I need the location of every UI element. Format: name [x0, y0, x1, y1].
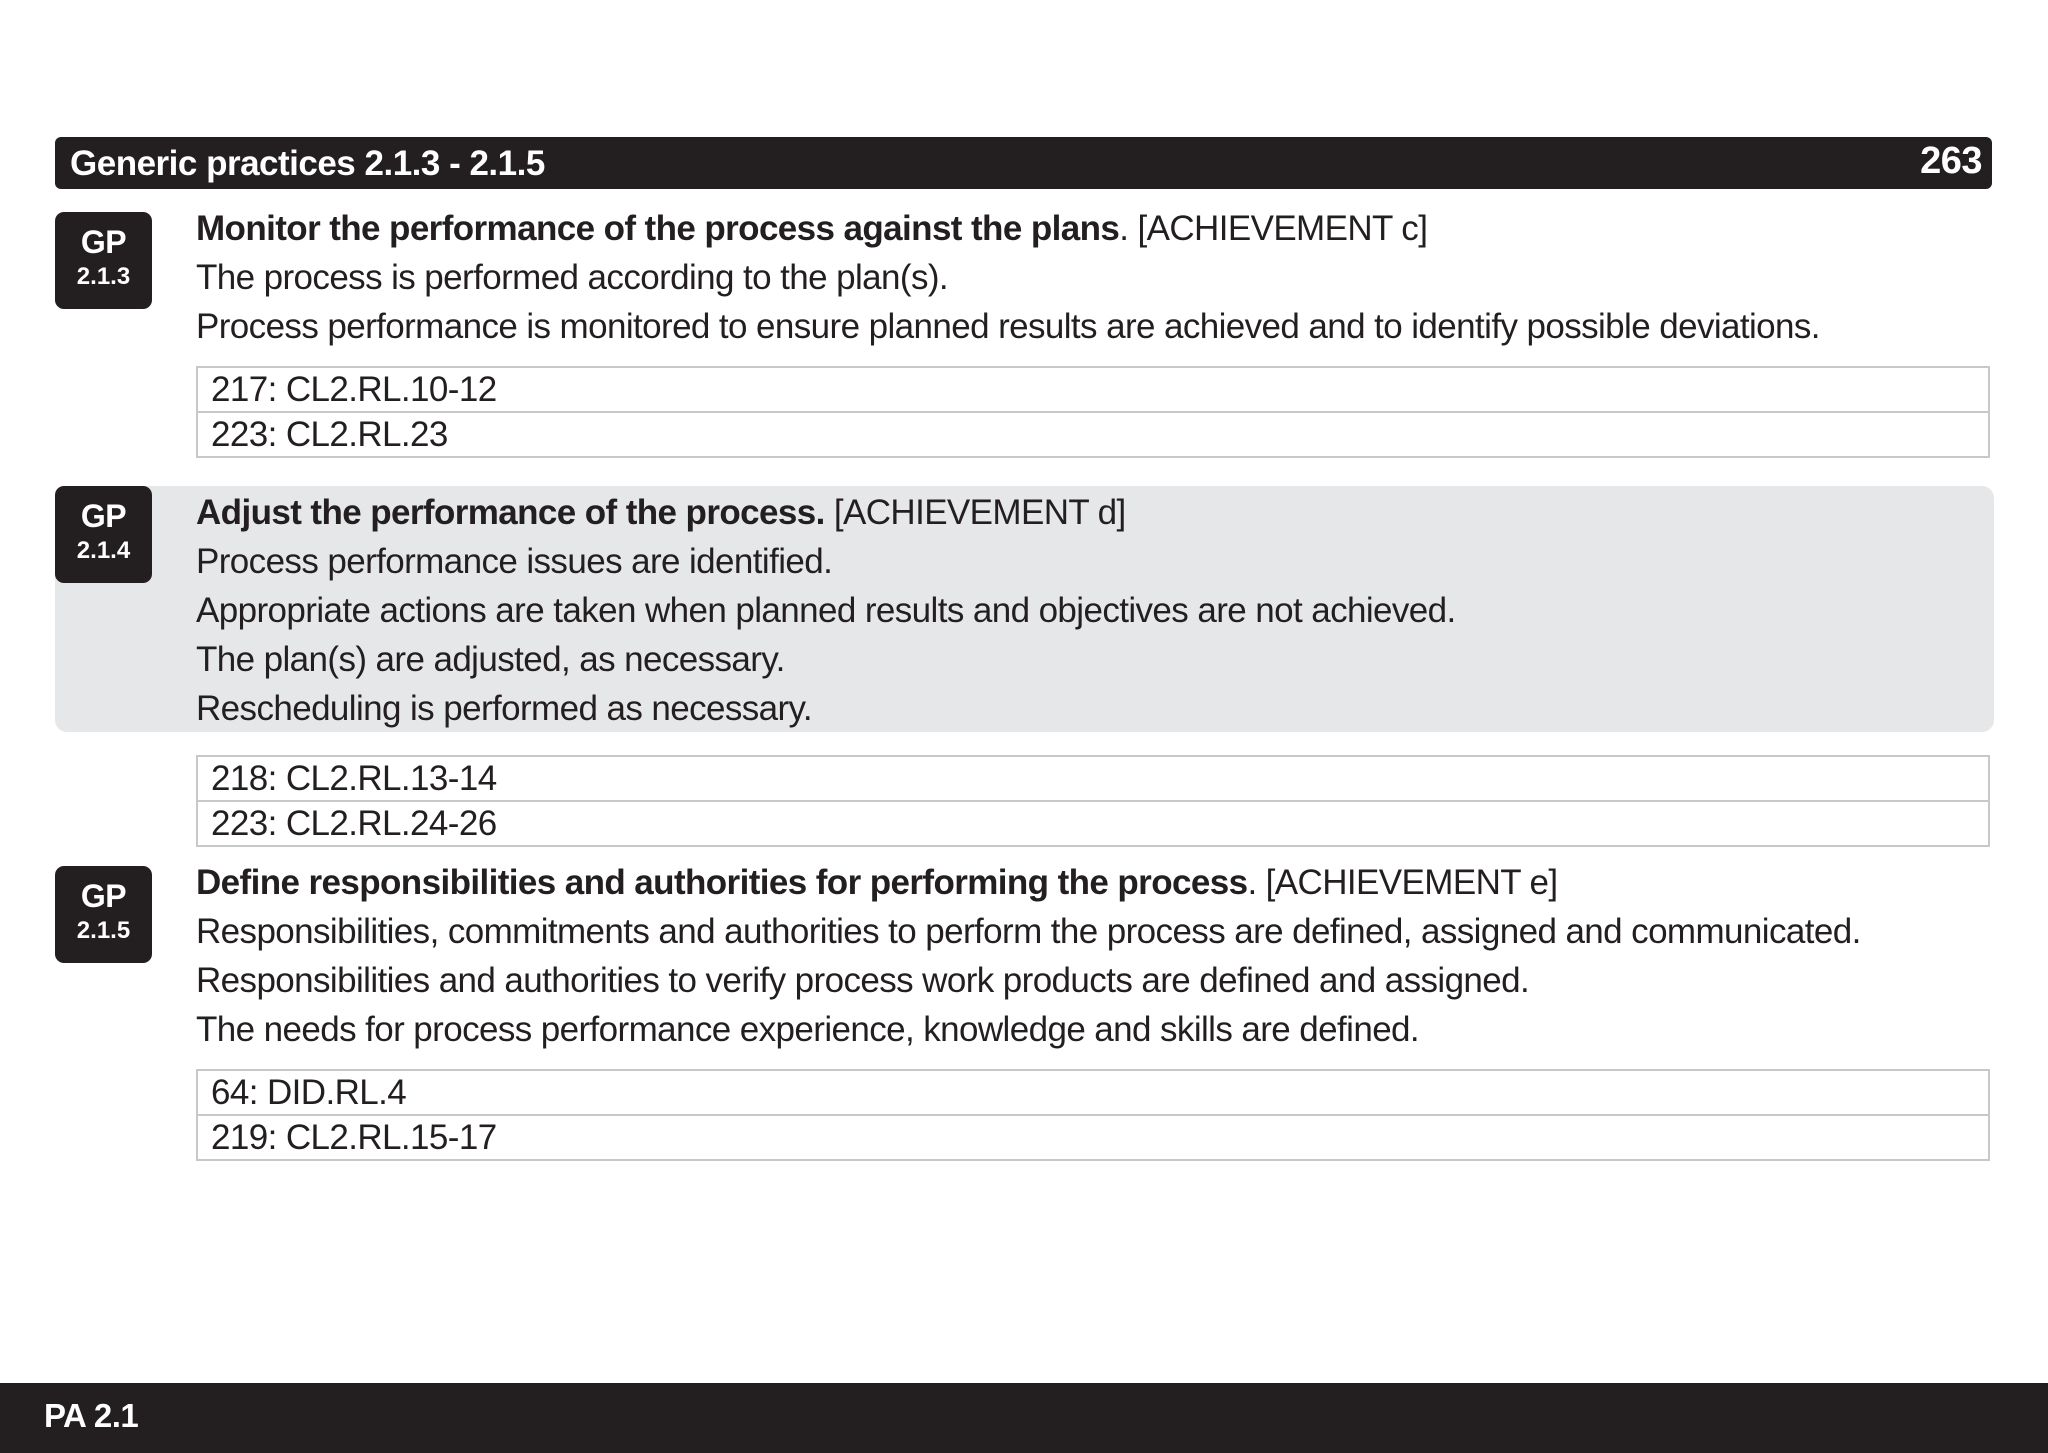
gp-line: Responsibilities and authorities to verify process work products are defined and assigned. [196, 961, 1530, 1000]
gp-line: The plan(s) are adjusted, as necessary. [196, 640, 785, 679]
gp-title-bold: Define responsibilities and authorities for performing the process [196, 863, 1248, 902]
gp-badge-label: GP [80, 878, 127, 914]
page-footer [0, 1383, 2048, 1453]
page-header [55, 137, 1992, 189]
reference-row: 219: CL2.RL.15-17 [198, 1114, 1988, 1159]
gp-badge-2-1-3 [55, 212, 152, 309]
gp-title [196, 488, 1986, 537]
reference-row: 64: DID.RL.4 [211, 1073, 407, 1112]
reference-row: 218: CL2.RL.13-14 [211, 759, 497, 798]
gp-badge-2-1-4 [55, 486, 152, 583]
gp-line: Appropriate actions are taken when planned results and objectives are not achieved. [196, 591, 1456, 630]
gp-line: Responsibilities, commitments and authorities to perform the process are defined, assigned and communicated. [196, 912, 1861, 951]
gp-badge-number: 2.1.4 [76, 537, 131, 564]
gp-2-1-4-text [196, 488, 1986, 733]
gp-badge-label: GP [80, 224, 127, 260]
reference-row: 223: CL2.RL.24-26 [198, 800, 1988, 845]
reference-table-2-1-4 [196, 755, 1990, 847]
section-title: Generic practices 2.1.3 - 2.1.5 [70, 144, 545, 183]
gp-title-achievement: [ACHIEVEMENT d] [824, 493, 1126, 532]
gp-line: The needs for process performance experience, knowledge and skills are defined. [196, 1010, 1420, 1049]
gp-line: Rescheduling is performed as necessary. [196, 689, 812, 728]
gp-title-achievement: . [ACHIEVEMENT e] [1247, 863, 1558, 902]
gp-title [196, 858, 1986, 907]
gp-title-bold: Adjust the performance of the process. [196, 493, 825, 532]
page-number: 263 [1920, 140, 1982, 182]
gp-line: Process performance issues are identified. [196, 542, 833, 581]
gp-badge-label: GP [80, 498, 127, 534]
gp-line: The process is performed according to the plan(s). [196, 258, 949, 297]
gp-title-achievement: . [ACHIEVEMENT c] [1119, 209, 1428, 248]
gp-title [196, 204, 1986, 253]
reference-row: 223: CL2.RL.23 [198, 411, 1988, 456]
gp-badge-2-1-5 [55, 866, 152, 963]
gp-2-1-5-text [196, 858, 1986, 1054]
reference-table-2-1-5 [196, 1069, 1990, 1161]
reference-row: 217: CL2.RL.10-12 [211, 370, 497, 409]
process-attribute-label: PA 2.1 [44, 1397, 139, 1434]
gp-2-1-3-text [196, 204, 1986, 351]
gp-line: Process performance is monitored to ensure planned results are achieved and to identify possible deviations. [196, 307, 1820, 346]
gp-badge-number: 2.1.5 [76, 917, 131, 944]
gp-badge-number: 2.1.3 [76, 263, 131, 290]
gp-title-bold: Monitor the performance of the process against the plans [196, 209, 1120, 248]
reference-table-2-1-3 [196, 366, 1990, 458]
